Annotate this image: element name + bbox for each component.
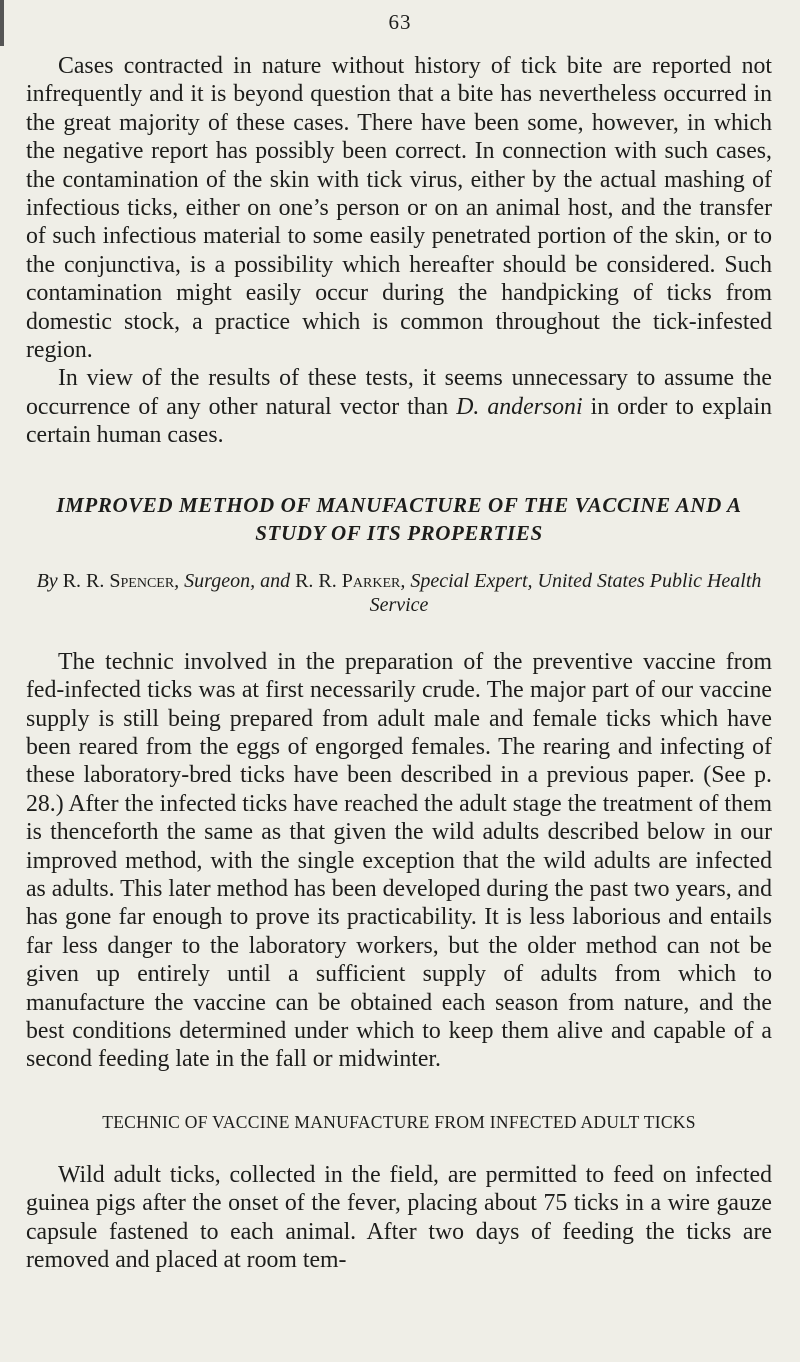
subsection-heading: TECHNIC OF VACCINE MANUFACTURE FROM INFECTED ADULT TICKS <box>102 1111 696 1132</box>
page-content <box>26 52 772 1274</box>
author-name: R. R. Spencer <box>62 569 175 592</box>
paragraph-text: in order to explain certain human cases. <box>26 393 773 449</box>
author-role: , Surgeon, and <box>174 569 296 592</box>
paragraph-natural-vector <box>26 364 772 449</box>
paragraph-wild-adult-ticks: Wild adult ticks, collected in the field, are permitted to feed on infected guinea pigs after the onset of the fever, placing about 75 ticks in a wire gauze capsule fastened to each animal. After two days of feeding the ticks are removed and placed at room tem- <box>26 1161 772 1273</box>
paragraph-contamination: Cases contracted in nature without history of tick bite are reported not infrequently and it is beyond question that a bite has nevertheless occurred in the great majority of these cases. There have been some, however, in which the negative report has possibly been correct. In connection with such cases, the contamination of the skin with tick virus, either by the actual mashing of infectious ticks, either on one’s person or on an animal host, and the transfer of such infectious material to some easily penetrated portion of the skin, or to the conjunctiva, is a possibility which hereafter should be considered. Such contamination might easily occur during the handpicking of ticks from domestic stock, a practice which is common throughout the tick-infested region. <box>26 53 772 364</box>
author-role: , Special Expert, United States Public Health Service <box>369 569 762 616</box>
species-name: D. andersoni <box>456 393 583 420</box>
author-name: R. R. Parker <box>295 569 401 592</box>
section-heading: IMPROVED METHOD OF MANUFACTURE OF THE VACCINE AND A STUDY OF ITS PROPERTIES <box>56 492 742 545</box>
byline-prefix: By <box>36 569 63 592</box>
author-byline <box>26 569 772 617</box>
page-number: 63 <box>388 10 412 34</box>
paragraph-text: In view of the results of these tests, it seems unnecessary to assume the occurrence of any other natural vector than <box>26 365 772 420</box>
paragraph-technic-intro: The technic involved in the preparation of the preventive vaccine from fed-infected ticks was at first necessarily crude. The major part of our vaccine supply is still being prepared from adult male and female ticks which have been reared from the eggs of engorged females. The rearing and infecting of these laboratory-bred ticks have been described in a previous paper. (See p. 28.) After the infected ticks have reached the adult stage the treatment of them is thenceforth the same as that given the wild adults described below in our improved method, with the single exception that the wild adults are infected as adults. This later method has been developed during the past two years, and has gone far enough to prove its practicability. It is less laborious and entails far less danger to the laboratory workers, but the older method can not be given up entirely until a sufficient supply of adults from which to manufacture the vaccine can be obtained each season from nature, and the best conditions determined under which to keep them alive and capable of a second feeding late in the fall or midwinter. <box>26 648 772 1073</box>
